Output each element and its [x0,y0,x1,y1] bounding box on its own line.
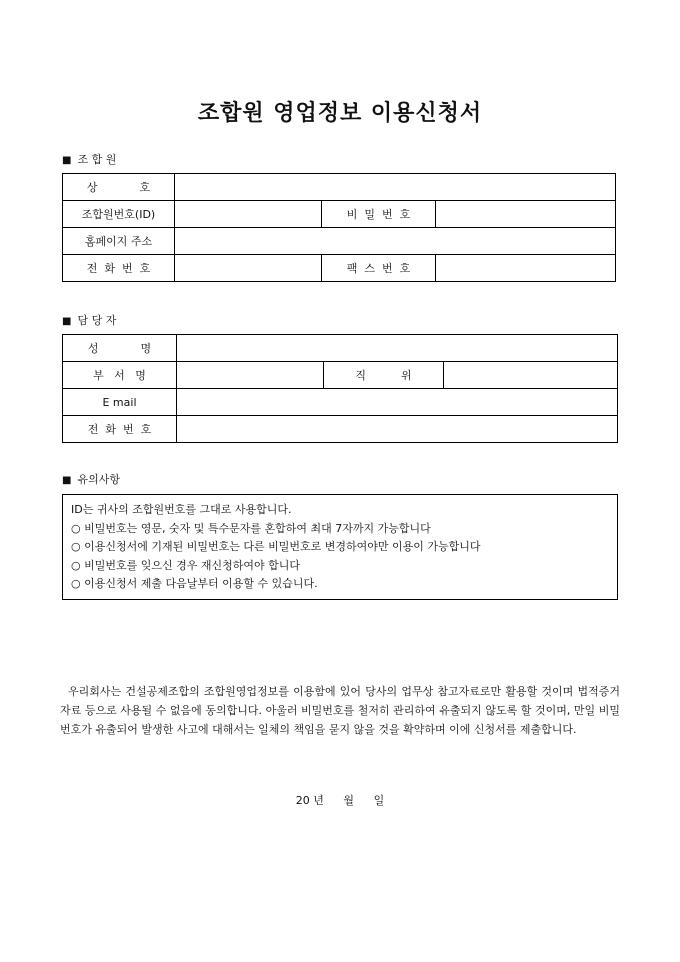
company-field[interactable] [175,174,616,201]
square-bullet-icon: ■ [62,475,72,486]
homepage-field[interactable] [175,228,616,255]
position-label: 직 위 [324,362,444,389]
page-title: 조합원 영업정보 이용신청서 [197,101,483,126]
name-field[interactable] [177,335,618,362]
notice-section-heading: ■ 유의사항 [62,473,120,486]
notice-line: ○ 이용신청서에 기재된 비밀번호는 다른 비밀번호로 변경하여야만 이용이 가능합니다 [71,540,481,553]
email-label: E mail [63,389,177,416]
department-label: 부 서 명 [63,362,177,389]
notice-line: ○ 비밀번호를 잊으신 경우 재신청하여야 합니다 [71,558,300,572]
member-section-heading: ■ 조 합 원 [62,153,117,166]
password-field[interactable] [436,201,616,228]
phone-field[interactable] [175,255,322,282]
notice-line: ○ 이용신청서 제출 다음날부터 이용할 수 있습니다. [71,577,318,590]
notice-line: ID는 귀사의 조합원번호를 그대로 사용합니다. [71,503,292,516]
company-label: 상 호 [63,174,175,201]
notice-box [62,494,618,600]
date-year: 20 년 [295,794,324,807]
position-field[interactable] [444,362,618,389]
date-month: 월 [343,794,355,807]
member-id-field[interactable] [175,201,322,228]
contact-section-heading: ■ 담 당 자 [62,314,117,327]
contact-phone-label: 전 화 번 호 [63,416,177,443]
date-line [0,792,680,808]
phone-label: 전 화 번 호 [63,255,175,282]
agreement-paragraph: 우리회사는 건설공제조합의 조합원영업정보를 이용함에 있어 당사의 업무상 참고자료로만 활용할 것이며 법적증거자료 등으로 사용될 수 없음에 동의합니다. 아울러 비밀번호를 철저히 관리하여 유출되지 않도록 할 것이며, 만일 비밀번호가 유출되어 발생한 사고에 대해서는 일체의 책임을 묻지 않을 것을 확약하며 이에 신청서를 제출합니다. [60,685,620,736]
fax-label: 팩 스 번 호 [322,255,436,282]
date-day: 일 [373,794,385,807]
contact-table [62,334,618,443]
email-field[interactable] [177,389,618,416]
square-bullet-icon: ■ [62,155,72,166]
fax-field[interactable] [436,255,616,282]
password-label: 비 밀 번 호 [322,201,436,228]
homepage-label: 홈페이지 주소 [63,228,175,255]
name-label: 성 명 [63,335,177,362]
notice-line: ○ 비밀번호는 영문, 숫자 및 특수문자를 혼합하여 최대 7자까지 가능합니다 [71,521,431,535]
member-id-label: 조합원번호(ID) [63,201,175,228]
contact-phone-field[interactable] [177,416,618,443]
square-bullet-icon: ■ [62,316,72,327]
member-table [62,173,616,282]
department-field[interactable] [177,362,324,389]
